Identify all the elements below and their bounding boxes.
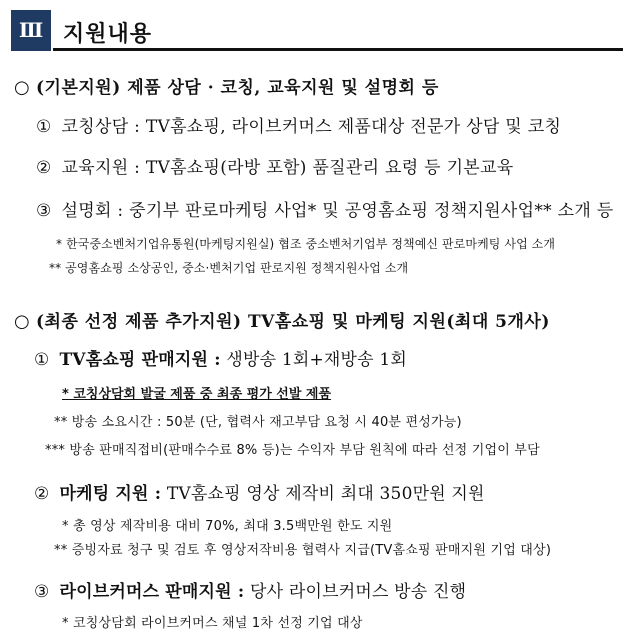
section1-item-1-text: 코칭상담 : TV홈쇼핑, 라이브커머스 제품대상 전문가 상담 및 코칭 bbox=[61, 117, 562, 137]
section1-item-1 bbox=[36, 112, 561, 137]
item1-note-2: ** 방송 소요시간 : 50분 (단, 협력사 재고부담 요청 시 40분 편성가능) bbox=[54, 415, 462, 430]
section2-heading: (최종 선정 제품 추가지원) TV홈쇼핑 및 마케팅 지원(최대 5개사) bbox=[36, 312, 550, 332]
section2-item-2-text: TV홈쇼핑 영상 제작비 최대 350만원 지원 bbox=[166, 484, 485, 504]
circled-number-2: ② bbox=[36, 158, 52, 178]
section2-item-1-text: 생방송 1회+재방송 1회 bbox=[226, 350, 408, 370]
item1-note-3: *** 방송 판매직접비(판매수수료 8% 등)는 수익자 부담 원칙에 따라 선정 기업이 부담 bbox=[45, 443, 540, 458]
section2-item-1 bbox=[34, 345, 407, 370]
section-header bbox=[11, 10, 623, 51]
section2-heading-line bbox=[14, 307, 550, 332]
section1-item-3-text: 설명회 : 중기부 판로마케팅 사업* 및 공영홈쇼핑 정책지원사업** 소개 등 bbox=[61, 201, 614, 221]
section1-item-2-text: 교육지원 : TV홈쇼핑(라방 포함) 품질관리 요령 등 기본교육 bbox=[61, 158, 514, 178]
section1-heading: (기본지원) 제품 상담 · 코칭, 교육지원 및 설명회 등 bbox=[36, 78, 439, 98]
section2-item-3 bbox=[34, 577, 466, 602]
section2-item-3-text: 당사 라이브커머스 방송 진행 bbox=[250, 582, 467, 602]
section-number-badge: Ⅲ bbox=[11, 10, 51, 51]
section2-item-3-title: 라이브커머스 판매지원 : bbox=[59, 582, 245, 602]
section2-item-2 bbox=[34, 479, 485, 504]
circled-number-1: ① bbox=[36, 117, 52, 137]
circled-number-2: ② bbox=[34, 484, 50, 504]
item1-note-1: * 코칭상담회 발굴 제품 중 최종 평가 선발 제품 bbox=[62, 387, 332, 402]
circle-bullet-icon: ○ bbox=[14, 77, 31, 98]
circled-number-3: ③ bbox=[34, 582, 50, 602]
circle-bullet-icon: ○ bbox=[14, 311, 31, 332]
circled-number-1: ① bbox=[34, 350, 50, 370]
item3-note-1: * 코칭상담회 라이브커머스 채널 1차 선정 기업 대상 bbox=[62, 616, 363, 631]
section1-note-1: * 한국중소벤처기업유통원(마케팅지원실) 협조 중소벤처기업부 정책예신 판로마케팅 사업 소개 bbox=[56, 237, 556, 251]
section1-item-2 bbox=[36, 153, 513, 178]
section1-note-2: ** 공영홈쇼핑 소상공인, 중소·벤처기업 판로지원 정책지원사업 소개 bbox=[49, 261, 409, 275]
section2-item-2-title: 마케팅 지원 : bbox=[59, 484, 162, 504]
section1-heading-line bbox=[14, 73, 439, 98]
section1-item-3 bbox=[36, 196, 614, 221]
header-underline bbox=[53, 48, 623, 51]
item1-note-1-line bbox=[62, 383, 331, 402]
item2-note-1: * 총 영상 제작비용 대비 70%, 최대 3.5백만원 한도 지원 bbox=[62, 519, 393, 534]
section2-item-1-title: TV홈쇼핑 판매지원 : bbox=[59, 350, 221, 370]
section-title: 지원내용 bbox=[63, 22, 153, 47]
item2-note-2: ** 증빙자료 청구 및 검토 후 영상저작비용 협력사 지급(TV홈쇼핑 판매지원 기업 대상) bbox=[54, 543, 552, 558]
circled-number-3: ③ bbox=[36, 201, 52, 221]
